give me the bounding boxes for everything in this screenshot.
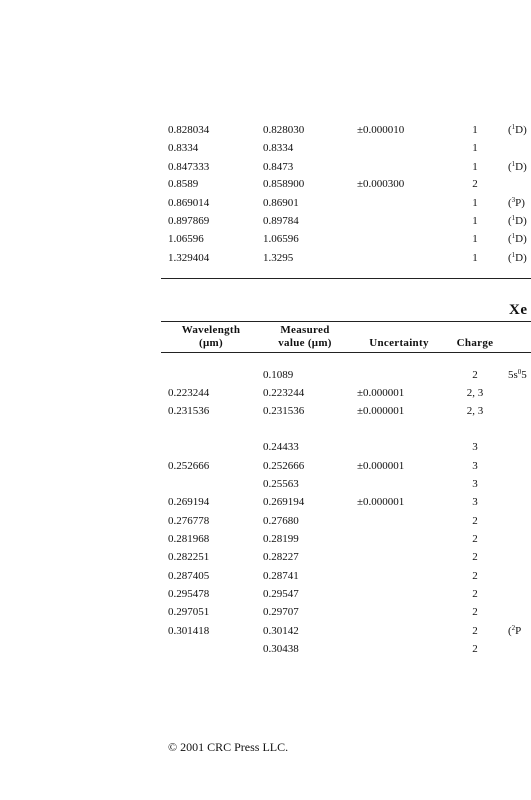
assignment-cell: ($^1$D): [508, 123, 527, 136]
header-uncertainty: Uncertainty: [369, 337, 429, 349]
measured-cell: 0.30438: [263, 643, 299, 655]
measured-cell: 0.28199: [263, 533, 299, 545]
wavelength-cell: 1.329404: [168, 252, 210, 264]
wavelength-cell: 0.8589: [168, 178, 199, 190]
measured-cell: 0.28227: [263, 551, 299, 563]
uncertainty-cell: ±0.000010: [357, 124, 405, 136]
assignment-cell: ($^1$D): [508, 160, 527, 173]
wavelength-cell: 0.869014: [168, 197, 210, 209]
header-bottom-rule: [161, 352, 531, 353]
header-top-rule: [161, 321, 531, 322]
measured-cell: 0.28741: [263, 570, 299, 582]
wavelength-cell: 0.287405: [168, 570, 210, 582]
measured-cell: 0.8473: [263, 161, 294, 173]
uncertainty-cell: ±0.000001: [357, 496, 405, 508]
charge-cell: 1: [472, 233, 478, 245]
measured-cell: 1.06596: [263, 233, 299, 245]
wavelength-cell: 0.847333: [168, 161, 210, 173]
assignment-cell: ($^3$P): [508, 196, 525, 209]
charge-cell: 1: [472, 161, 478, 173]
header-measured: Measured value (μm): [278, 324, 332, 349]
charge-cell: 2: [472, 178, 478, 190]
measured-cell: 0.29707: [263, 606, 299, 618]
measured-cell: 0.29547: [263, 588, 299, 600]
measured-cell: 0.25563: [263, 478, 299, 490]
charge-cell: 2: [472, 606, 478, 618]
uncertainty-cell: ±0.000001: [357, 460, 405, 472]
measured-cell: 0.86901: [263, 197, 299, 209]
wavelength-cell: 0.8334: [168, 142, 199, 154]
measured-cell: 0.269194: [263, 496, 305, 508]
uncertainty-cell: ±0.000001: [357, 387, 405, 399]
wavelength-cell: 0.282251: [168, 551, 210, 563]
wavelength-cell: 0.269194: [168, 496, 210, 508]
wavelength-cell: 0.897869: [168, 215, 210, 227]
measured-cell: 0.24433: [263, 441, 299, 453]
header-charge: Charge: [456, 337, 494, 349]
assignment-cell: ($^1$D): [508, 251, 527, 264]
measured-cell: 0.8334: [263, 142, 294, 154]
header-wavelength: Wavelength (μm): [181, 324, 241, 349]
wavelength-cell: 0.276778: [168, 515, 210, 527]
measured-cell: 1.3295: [263, 252, 294, 264]
assignment-cell: $5s^05$: [508, 368, 527, 381]
charge-cell: 1: [472, 252, 478, 264]
table-end-rule: [161, 278, 531, 279]
charge-cell: 1: [472, 197, 478, 209]
assignment-cell: ($^2$P: [508, 624, 522, 637]
charge-cell: 2: [472, 369, 478, 381]
copyright-footer: © 2001 CRC Press LLC.: [168, 740, 289, 754]
measured-cell: 0.231536: [263, 405, 305, 417]
charge-cell: 1: [472, 124, 478, 136]
charge-cell: 3: [472, 460, 478, 472]
measured-cell: 0.858900: [263, 178, 305, 190]
measured-cell: 0.252666: [263, 460, 305, 472]
wavelength-cell: 0.252666: [168, 460, 210, 472]
charge-cell: 2: [472, 570, 478, 582]
wavelength-cell: 0.297051: [168, 606, 210, 618]
measured-cell: 0.828030: [263, 124, 305, 136]
wavelength-cell: 0.223244: [168, 387, 210, 399]
charge-cell: 3: [472, 496, 478, 508]
charge-cell: 2, 3: [466, 405, 484, 417]
wavelength-cell: 1.06596: [168, 233, 204, 245]
uncertainty-cell: ±0.000300: [357, 178, 405, 190]
assignment-cell: ($^1$D): [508, 214, 527, 227]
charge-cell: 1: [472, 215, 478, 227]
section-title: Xe: [509, 302, 528, 318]
charge-cell: 2: [472, 533, 478, 545]
charge-cell: 2: [472, 643, 478, 655]
measured-cell: 0.27680: [263, 515, 299, 527]
charge-cell: 2: [472, 588, 478, 600]
wavelength-cell: 0.231536: [168, 405, 210, 417]
charge-cell: 3: [472, 441, 478, 453]
measured-cell: 0.1089: [263, 369, 294, 381]
wavelength-cell: 0.301418: [168, 625, 210, 637]
uncertainty-cell: ±0.000001: [357, 405, 405, 417]
measured-cell: 0.223244: [263, 387, 305, 399]
charge-cell: 2, 3: [466, 387, 484, 399]
charge-cell: 2: [472, 625, 478, 637]
charge-cell: 2: [472, 551, 478, 563]
wavelength-cell: 0.828034: [168, 124, 210, 136]
measured-cell: 0.89784: [263, 215, 299, 227]
wavelength-cell: 0.281968: [168, 533, 210, 545]
wavelength-cell: 0.295478: [168, 588, 210, 600]
measured-cell: 0.30142: [263, 625, 299, 637]
charge-cell: 1: [472, 142, 478, 154]
charge-cell: 2: [472, 515, 478, 527]
charge-cell: 3: [472, 478, 478, 490]
assignment-cell: ($^1$D): [508, 232, 527, 245]
